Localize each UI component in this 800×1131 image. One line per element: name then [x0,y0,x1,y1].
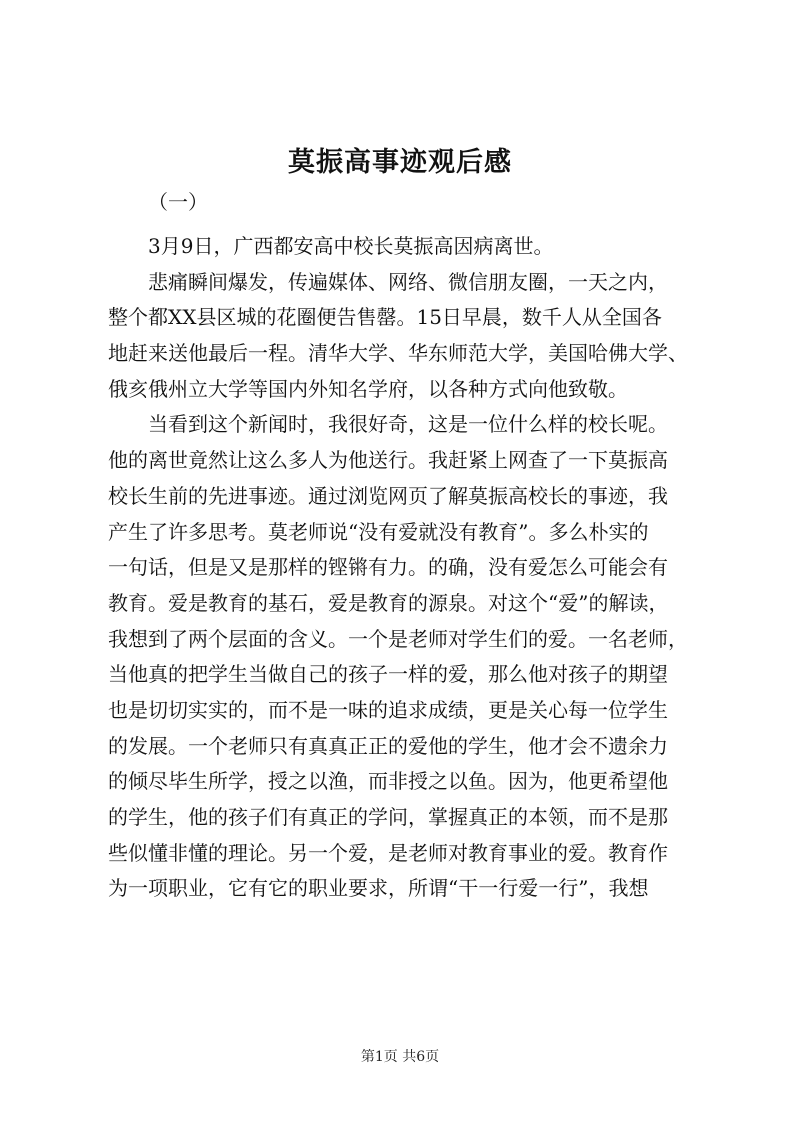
paragraph-3-line-6: 教育。爱是教育的基石，爱是教育的源泉。对这个“爱”的解读， [108,590,669,615]
paragraph-3-line-13: 些似懂非懂的理论。另一个爱，是老师对教育事业的爱。教育作 [108,840,668,865]
paragraph-3-line-14: 为一项职业，它有它的职业要求，所谓“干一行爱一行”，我想 [108,876,649,901]
paragraph-3-line-4: 产生了许多思考。莫老师说“没有爱就没有教育”。多么朴实的 [108,519,649,544]
paragraph-3-line-10: 的发展。一个老师只有真真正正的爱他的学生，他才会不遗余力 [108,733,668,758]
paragraph-2-line-4: 俄亥俄州立大学等国内外知名学府，以各种方式向他致敬。 [108,376,628,401]
paragraph-3-line-11: 的倾尽毕生所学，授之以渔，而非授之以鱼。因为，他更希望他 [108,769,668,794]
paragraph-3-line-8: 当他真的把学生当做自己的孩子一样的爱，那么他对孩子的期望 [108,662,668,687]
section-marker: （一） [148,190,208,214]
paragraph-3-line-1: 当看到这个新闻时，我很好奇，这是一位什么样的校长呢。 [148,412,668,437]
paragraph-3-line-12: 的学生，他的孩子们有真正的学问，掌握真正的本领，而不是那 [108,805,668,829]
paragraph-3-line-7: 我想到了两个层面的含义。一个是老师对学生们的爱。一名老师， [108,626,688,651]
paragraph-3-line-5: 一句话，但是又是那样的铿锵有力。的确，没有爱怎么可能会有 [108,555,668,580]
paragraph-1-line-1: 3月9日，广西都安高中校长莫振高因病离世。 [148,234,554,258]
paragraph-3-line-9: 也是切切实实的，而不是一味的追求成绩，更是关心每一位学生 [108,697,668,722]
paragraph-2-line-2: 整个都XX县区城的花圈便告售罄。15日早晨，数千人从全国各 [108,305,662,330]
paragraph-3-line-3: 校长生前的先进事迹。通过浏览网页了解莫振高校长的事迹，我 [108,483,668,508]
paragraph-2-line-3: 地赶来送他最后一程。清华大学、华东师范大学，美国哈佛大学、 [108,341,688,366]
document-title: 莫振高事迹观后感 [288,147,512,178]
paragraph-2-line-1: 悲痛瞬间爆发，传遍媒体、网络、微信朋友圈，一天之内， [148,269,668,294]
document-body [108,229,712,907]
paragraph-3-line-2: 他的离世竟然让这么多人为他送行。我赶紧上网查了一下莫振高 [108,448,668,473]
page-footer: 第1页 共6页 [360,1049,440,1065]
